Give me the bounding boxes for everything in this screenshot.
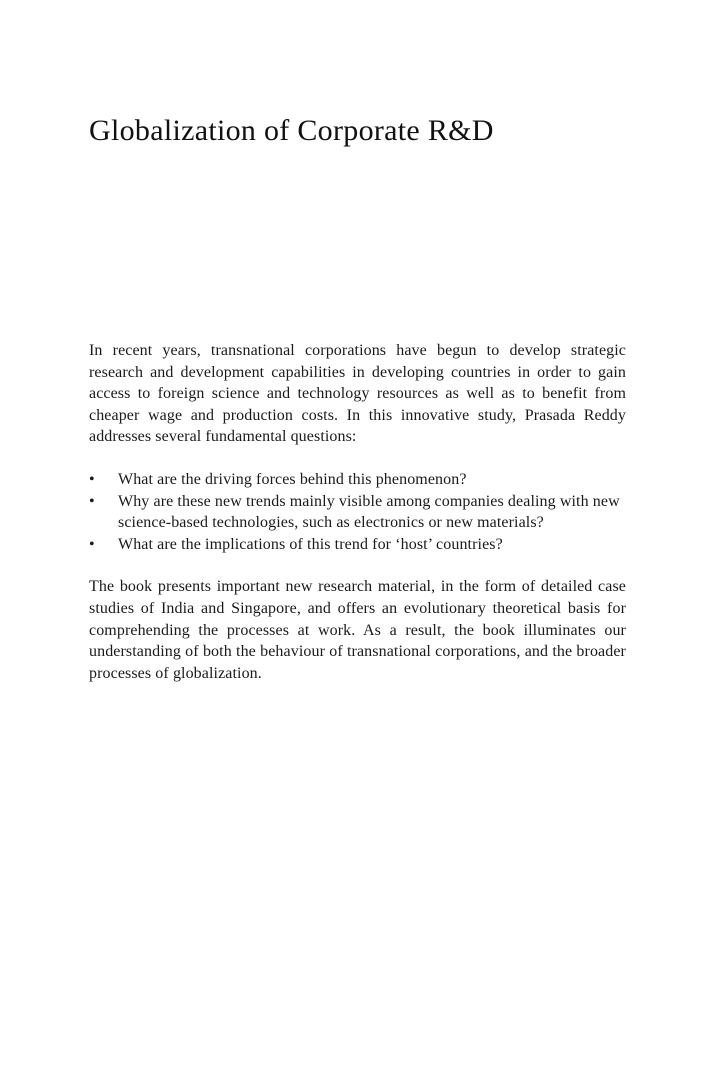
closing-paragraph: The book presents important new research material, in the form of detailed case studies of India and Singapore, and offers an evolutionary theoretical basis for comprehending the processes at work. As a result, the book illuminates our understanding of both the behaviour of transnational corporations, and the broader processes of globalization. xyxy=(89,578,626,682)
question-list xyxy=(89,469,626,555)
list-item xyxy=(89,469,626,491)
question-text: Why are these new trends mainly visible among companies dealing with new science-based technologies, such as electronics or new materials? xyxy=(118,492,620,532)
bullet-icon: • xyxy=(89,492,95,510)
bullet-icon: • xyxy=(89,535,95,553)
question-text: What are the driving forces behind this phenomenon? xyxy=(118,470,467,488)
intro-paragraph: In recent years, transnational corporations have begun to develop strategic research and development capabilities in developing countries in order to gain access to foreign science and technology resources as well as to benefit from cheaper wage and production costs. In this innovative study, Prasada Reddy addresses several fundamental questions: xyxy=(89,342,626,446)
list-item xyxy=(89,491,626,534)
book-description xyxy=(89,340,626,684)
list-item xyxy=(89,534,626,556)
page-title: Globalization of Corporate R&D xyxy=(89,114,494,147)
bullet-icon: • xyxy=(89,470,95,488)
question-text: What are the implications of this trend for ‘host’ countries? xyxy=(118,535,503,553)
